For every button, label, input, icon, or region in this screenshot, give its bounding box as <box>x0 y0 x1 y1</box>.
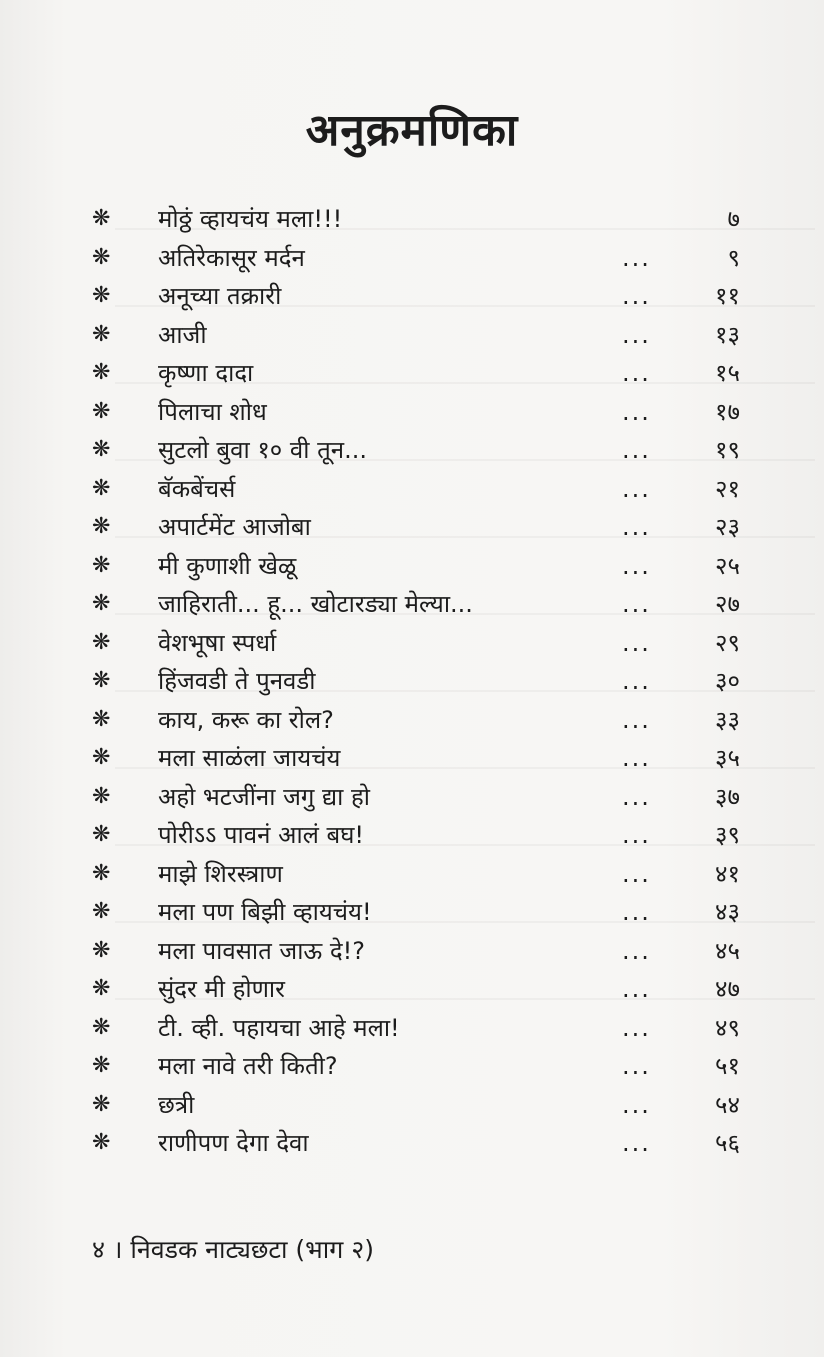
page-title: अनुक्रमणिका <box>305 105 519 156</box>
toc-entry <box>0 508 824 547</box>
page-footer: ४ । निवडक नाट्यछटा (भाग २) <box>92 1235 374 1264</box>
bullet-star-icon: ❋ <box>92 360 111 385</box>
toc-leader-dots: ... <box>622 436 651 464</box>
toc-page-number: ९ <box>727 243 740 272</box>
toc-page-number: १३ <box>715 320 740 349</box>
bullet-star-icon: ❋ <box>92 1130 111 1155</box>
bullet-star-icon: ❋ <box>92 1091 111 1117</box>
toc-entry-title: मला नावे तरी किती? <box>158 1052 338 1080</box>
toc-leader-dots: ... <box>622 975 651 1003</box>
toc-entry <box>0 701 824 740</box>
bullet-star-icon: ❋ <box>92 475 111 501</box>
toc-entry-title: मला साळंला जायचंय <box>158 744 341 772</box>
toc-leader-dots: ... <box>622 282 651 310</box>
toc-entry <box>0 1124 824 1163</box>
toc-entry <box>0 1086 824 1125</box>
toc-leader-dots: ... <box>622 859 651 888</box>
toc-entry-title: पिलाचा शोध <box>158 397 267 426</box>
toc-leader-dots: ... <box>622 1013 651 1042</box>
toc-page-number: ३७ <box>715 782 740 811</box>
toc-entry-title: राणीपण देगा देवा <box>158 1129 309 1157</box>
toc-entry <box>0 547 824 586</box>
toc-entry-title: मला पावसात जाऊ दे!? <box>158 936 366 965</box>
bullet-star-icon: ❋ <box>92 283 111 308</box>
toc-entry-title: जाहिराती... हू... खोटारड्या मेल्या... <box>158 590 473 618</box>
toc-leader-dots: ... <box>622 513 651 541</box>
toc-leader-dots: ... <box>622 1129 651 1157</box>
toc-entry-title: काय, करू का रोल? <box>158 705 334 734</box>
toc-page-number: ११ <box>715 282 740 310</box>
bullet-star-icon: ❋ <box>92 321 111 347</box>
toc-entry-title: अतिरेकासूर मर्दन <box>158 243 305 272</box>
toc-leader-dots: ... <box>622 243 651 272</box>
toc-leader-dots: ... <box>622 628 651 657</box>
bullet-star-icon: ❋ <box>92 1014 111 1040</box>
toc-entry-title: अनूच्या तक्रारी <box>158 282 282 310</box>
toc-entry-title: बॅकबेंचर्स <box>158 474 236 503</box>
bullet-star-icon: ❋ <box>92 1053 111 1078</box>
toc-entry-title: सुटलो बुवा १० वी तून... <box>158 436 367 464</box>
bullet-star-icon: ❋ <box>92 206 111 231</box>
toc-page-number: ४३ <box>715 898 740 926</box>
toc-entry <box>0 431 824 470</box>
toc-page-number: ३९ <box>715 821 740 849</box>
toc-page-number: १५ <box>715 359 740 387</box>
toc-entry <box>0 816 824 855</box>
table-of-contents <box>0 200 824 1163</box>
toc-entry <box>0 316 824 355</box>
toc-entry <box>0 277 824 316</box>
bullet-star-icon: ❋ <box>92 783 111 809</box>
bullet-star-icon: ❋ <box>92 552 111 578</box>
toc-leader-dots: ... <box>622 397 651 426</box>
toc-page-number: १७ <box>715 397 740 426</box>
toc-leader-dots: ... <box>622 359 651 387</box>
toc-page-number: २९ <box>715 628 740 657</box>
bullet-star-icon: ❋ <box>92 514 111 539</box>
toc-entry <box>0 778 824 817</box>
toc-leader-dots: ... <box>622 782 651 811</box>
toc-entry <box>0 970 824 1009</box>
toc-page-number: ३० <box>715 667 740 695</box>
toc-entry-title: छत्री <box>158 1090 195 1119</box>
toc-page-number: ४१ <box>715 859 740 888</box>
toc-entry <box>0 855 824 894</box>
toc-page-number: ३३ <box>715 705 740 734</box>
toc-leader-dots: ... <box>622 590 651 618</box>
toc-entry <box>0 624 824 663</box>
toc-entry-title: सुंदर मी होणार <box>158 975 285 1003</box>
bullet-star-icon: ❋ <box>92 398 111 424</box>
bullet-star-icon: ❋ <box>92 629 111 655</box>
toc-entry-title: अहो भटजींना जगु द्या हो <box>158 782 370 811</box>
toc-leader-dots: ... <box>622 551 651 580</box>
toc-entry-title: टी. व्ही. पहायचा आहे मला! <box>158 1013 400 1042</box>
bullet-star-icon: ❋ <box>92 591 111 616</box>
toc-entry <box>0 1047 824 1086</box>
bullet-star-icon: ❋ <box>92 745 111 770</box>
bullet-star-icon: ❋ <box>92 706 111 732</box>
toc-entry <box>0 200 824 239</box>
toc-page-number: २१ <box>715 474 740 503</box>
bullet-star-icon: ❋ <box>92 244 111 270</box>
toc-entry-title: मोठ्ठं व्हायचंय मला!!! <box>158 205 343 233</box>
toc-page-number: ७ <box>727 205 740 233</box>
toc-entry-title: पोरीऽऽ पावनं आलं बघ! <box>158 821 365 849</box>
toc-entry-title: वेशभूषा स्पर्धा <box>158 628 277 657</box>
toc-entry-title: मी कुणाशी खेळू <box>158 551 297 580</box>
toc-page-number: ५१ <box>715 1052 740 1080</box>
toc-leader-dots: ... <box>622 898 651 926</box>
bullet-star-icon: ❋ <box>92 860 111 886</box>
toc-page-number: ५४ <box>715 1090 740 1119</box>
toc-leader-dots: ... <box>622 936 651 965</box>
toc-leader-dots: ... <box>622 1090 651 1119</box>
toc-page-number: २७ <box>715 590 740 618</box>
toc-entry <box>0 239 824 278</box>
bullet-star-icon: ❋ <box>92 899 111 924</box>
toc-leader-dots: ... <box>622 705 651 734</box>
toc-page-number: ३५ <box>715 744 740 772</box>
toc-leader-dots: ... <box>622 744 651 772</box>
toc-entry <box>0 354 824 393</box>
toc-entry <box>0 585 824 624</box>
toc-page-number: २३ <box>715 513 740 541</box>
toc-entry-title: कृष्णा दादा <box>158 359 254 387</box>
toc-entry <box>0 393 824 432</box>
toc-leader-dots: ... <box>622 667 651 695</box>
toc-entry-title: आजी <box>158 320 207 349</box>
toc-page-number: ५६ <box>715 1129 740 1157</box>
toc-entry <box>0 662 824 701</box>
toc-page-number: ४७ <box>715 975 740 1003</box>
toc-entry <box>0 893 824 932</box>
toc-leader-dots: ... <box>622 1052 651 1080</box>
toc-entry <box>0 739 824 778</box>
toc-leader-dots: ... <box>622 821 651 849</box>
toc-entry-title: मला पण बिझी व्हायचंय! <box>158 898 372 926</box>
toc-page-number: ४५ <box>715 936 740 965</box>
bullet-star-icon: ❋ <box>92 976 111 1001</box>
bullet-star-icon: ❋ <box>92 937 111 963</box>
toc-leader-dots: ... <box>622 474 651 503</box>
bullet-star-icon: ❋ <box>92 437 111 462</box>
toc-page-number: ४९ <box>715 1013 740 1042</box>
toc-page-number: २५ <box>715 551 740 580</box>
toc-entry-title: माझे शिरस्त्राण <box>158 859 283 888</box>
toc-entry-title: अपार्टमेंट आजोबा <box>158 513 311 541</box>
toc-leader-dots: ... <box>622 320 651 349</box>
bullet-star-icon: ❋ <box>92 822 111 847</box>
toc-entry-title: हिंजवडी ते पुनवडी <box>158 667 316 695</box>
bullet-star-icon: ❋ <box>92 668 111 693</box>
toc-page-number: १९ <box>715 436 740 464</box>
toc-entry <box>0 1009 824 1048</box>
toc-entry <box>0 470 824 509</box>
toc-entry <box>0 932 824 971</box>
